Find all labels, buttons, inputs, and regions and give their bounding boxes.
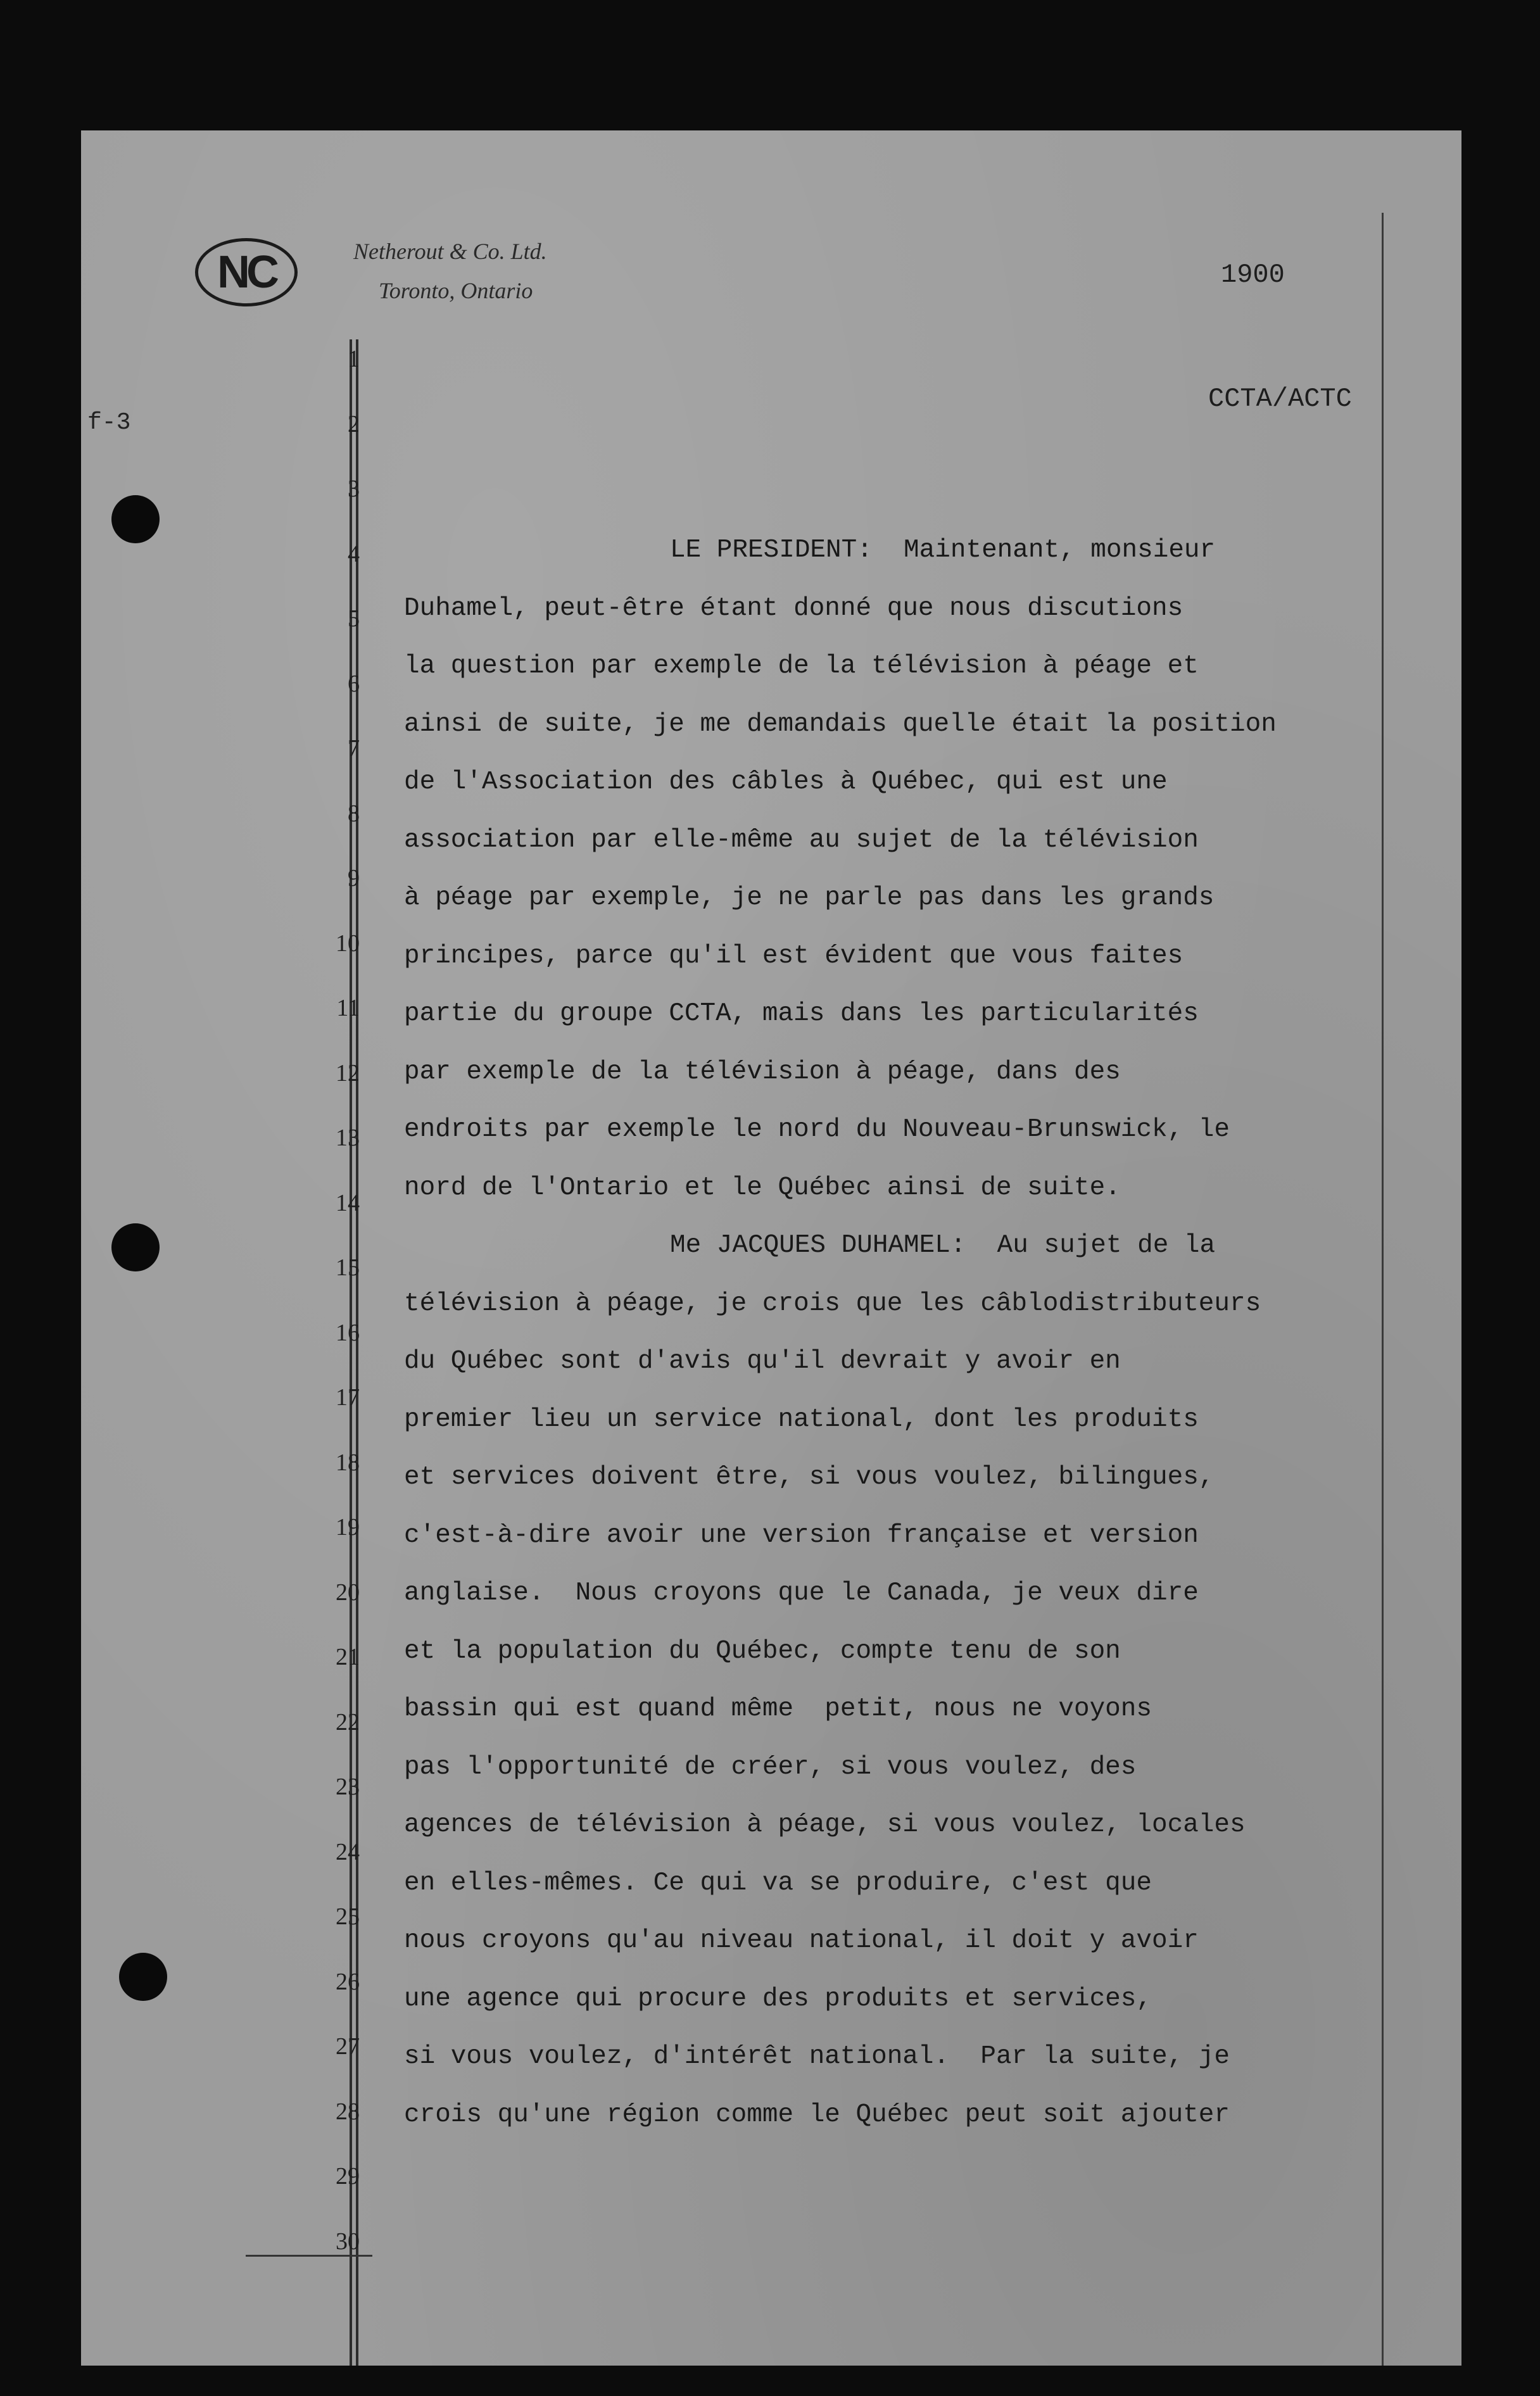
transcript-line: bassin qui est quand même petit, nous ne voyons xyxy=(404,1694,1152,1724)
line-number: 22 xyxy=(336,1708,360,1736)
line-number: 26 xyxy=(336,1968,360,1995)
company-logo xyxy=(195,238,298,306)
speaker-line: Me JACQUES DUHAMEL: Au sujet de la xyxy=(670,1231,1216,1260)
transcript-line: ainsi de suite, je me demandais quelle était la position xyxy=(404,709,1277,739)
transcript-line: nord de l'Ontario et le Québec ainsi de suite. xyxy=(404,1173,1121,1202)
transcript-line: c'est-à-dire avoir une version française et version xyxy=(404,1520,1199,1550)
binder-hole-middle xyxy=(111,1223,160,1271)
line-number: 9 xyxy=(348,865,360,892)
line-number: 11 xyxy=(336,995,360,1022)
transcript-line: une agence qui procure des produits et services, xyxy=(404,1984,1152,2014)
line-number: 1 xyxy=(348,346,360,373)
page-number: 1900 xyxy=(1221,260,1285,290)
line-number: 25 xyxy=(336,1903,360,1931)
transcript-line: premier lieu un service national, dont les produits xyxy=(404,1404,1199,1434)
line-number: 10 xyxy=(336,930,360,957)
line-number: 27 xyxy=(336,2033,360,2060)
transcript-line: par exemple de la télévision à péage, dans des xyxy=(404,1057,1121,1087)
binder-hole-bottom xyxy=(119,1953,167,2001)
transcript-line: en elles-mêmes. Ce qui va se produire, c'est que xyxy=(404,1868,1152,1898)
line-number: 29 xyxy=(336,2163,360,2190)
company-location: Toronto, Ontario xyxy=(379,278,533,303)
speaker-line: LE PRESIDENT: Maintenant, monsieur xyxy=(670,536,1216,565)
transcript-line: agences de télévision à péage, si vous voulez, locales xyxy=(404,1810,1246,1839)
transcript-line: de l'Association des câbles à Québec, qui est une xyxy=(404,767,1168,797)
line-number: 30 xyxy=(336,2228,360,2255)
transcript-body xyxy=(404,522,1392,2144)
transcript-line: association par elle-même au sujet de la télévision xyxy=(404,825,1199,855)
transcript-line: et services doivent être, si vous voulez, bilingues, xyxy=(404,1463,1215,1492)
transcript-line: si vous voulez, d'intérêt national. Par la suite, je xyxy=(404,2042,1230,2071)
line-number: 24 xyxy=(336,1838,360,1865)
line-number: 4 xyxy=(348,540,360,567)
line-number-column xyxy=(296,327,360,2274)
line-number: 19 xyxy=(336,1514,360,1541)
transcript-line: partie du groupe CCTA, mais dans les particularités xyxy=(404,999,1199,1028)
line-number: 28 xyxy=(336,2098,360,2125)
transcript-line: la question par exemple de la télévision à péage et xyxy=(404,652,1199,681)
line-number: 21 xyxy=(336,1644,360,1671)
line-number: 6 xyxy=(348,670,360,697)
line-number: 18 xyxy=(336,1449,360,1476)
line-number: 12 xyxy=(336,1059,360,1087)
line-number: 16 xyxy=(336,1319,360,1346)
transcript-line: et la population du Québec, compte tenu de son xyxy=(404,1636,1121,1666)
transcript-line: endroits par exemple le nord du Nouveau-Brunswick, le xyxy=(404,1115,1230,1144)
line-number: 5 xyxy=(348,605,360,633)
line-number: 17 xyxy=(336,1384,360,1411)
line-number: 13 xyxy=(336,1125,360,1152)
line-number: 15 xyxy=(336,1254,360,1282)
line-number: 23 xyxy=(336,1774,360,1801)
line-number: 14 xyxy=(336,1189,360,1216)
transcript-page xyxy=(81,130,1461,2366)
line-number: 3 xyxy=(348,476,360,503)
line-number: 2 xyxy=(348,410,360,438)
transcript-line: Duhamel, peut-être étant donné que nous discutions xyxy=(404,593,1183,623)
line-number: 20 xyxy=(336,1579,360,1606)
transcript-line: nous croyons qu'au niveau national, il doit y avoir xyxy=(404,1926,1199,1955)
transcript-line: pas l'opportunité de créer, si vous voulez, des xyxy=(404,1752,1137,1782)
transcript-line: principes, parce qu'il est évident que vous faites xyxy=(404,941,1183,971)
line-number: 8 xyxy=(348,800,360,827)
logo-monogram: NC xyxy=(217,247,275,298)
transcript-line: du Québec sont d'avis qu'il devrait y avoir en xyxy=(404,1347,1121,1376)
transcript-line: télévision à péage, je crois que les câblodistributeurs xyxy=(404,1289,1261,1318)
binder-hole-top xyxy=(111,495,160,543)
margin-mark: f-3 xyxy=(87,409,131,436)
file-code: CCTA/ACTC xyxy=(1208,384,1352,414)
transcript-line: crois qu'une région comme le Québec peut soit ajouter xyxy=(404,2100,1230,2129)
line-number: 7 xyxy=(348,735,360,762)
transcript-line: à péage par exemple, je ne parle pas dans les grands xyxy=(404,883,1215,912)
transcript-line: anglaise. Nous croyons que le Canada, je veux dire xyxy=(404,1579,1199,1608)
company-name: Netherout & Co. Ltd. xyxy=(353,239,547,264)
company-imprint xyxy=(353,232,547,310)
